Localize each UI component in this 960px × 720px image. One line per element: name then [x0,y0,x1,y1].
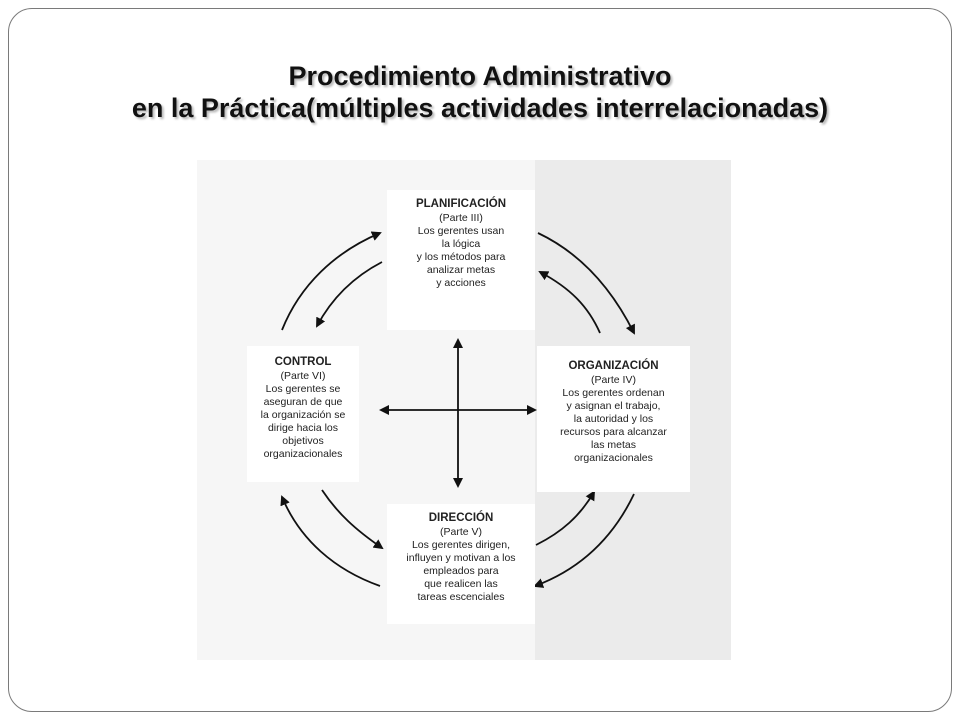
direccion-description: Los gerentes dirigen, influyen y motivan a los empleados para que realicen las tareas escenciales [406,539,516,603]
arrow-direccion-to-control [282,497,380,586]
organizacion-box [537,346,690,492]
control-description: Los gerentes se aseguran de que la organización se dirige hacia los objetivos organizacionales [260,383,346,460]
control-part: (Parte VI) [280,370,326,382]
arrow-control-to-planificacion [282,233,380,330]
arrow-planificacion-to-control [317,262,382,326]
direccion-box [387,504,535,624]
direccion-heading: DIRECCIÓN [428,512,494,524]
planificacion-box [387,190,535,330]
arrow-direccion-to-organizacion [536,492,594,545]
direccion-part: (Parte V) [439,526,482,538]
title-line-2: en la Práctica(múltiples actividades interrelacionadas) [131,93,829,123]
organizacion-description: Los gerentes ordenan y asignan el trabajo, la autoridad y los recursos para alcanzar las metas organizacionales [560,387,667,464]
arrow-planificacion-to-organizacion [538,233,634,333]
control-heading: CONTROL [274,356,332,368]
arrow-organizacion-to-direccion [535,494,634,586]
arrow-organizacion-to-planificacion [540,272,600,333]
title-line-1: Procedimiento Administrativo [288,61,672,91]
planificacion-description: Los gerentes usan la lógica y los métodos para analizar metas y acciones [416,225,506,289]
planificacion-heading: PLANIFICACIÓN [415,198,507,210]
organizacion-heading: ORGANIZACIÓN [568,360,659,372]
arrow-control-to-direccion [322,490,382,548]
control-box [247,346,359,482]
planificacion-part: (Parte III) [439,212,483,224]
organizacion-part: (Parte IV) [591,374,636,386]
